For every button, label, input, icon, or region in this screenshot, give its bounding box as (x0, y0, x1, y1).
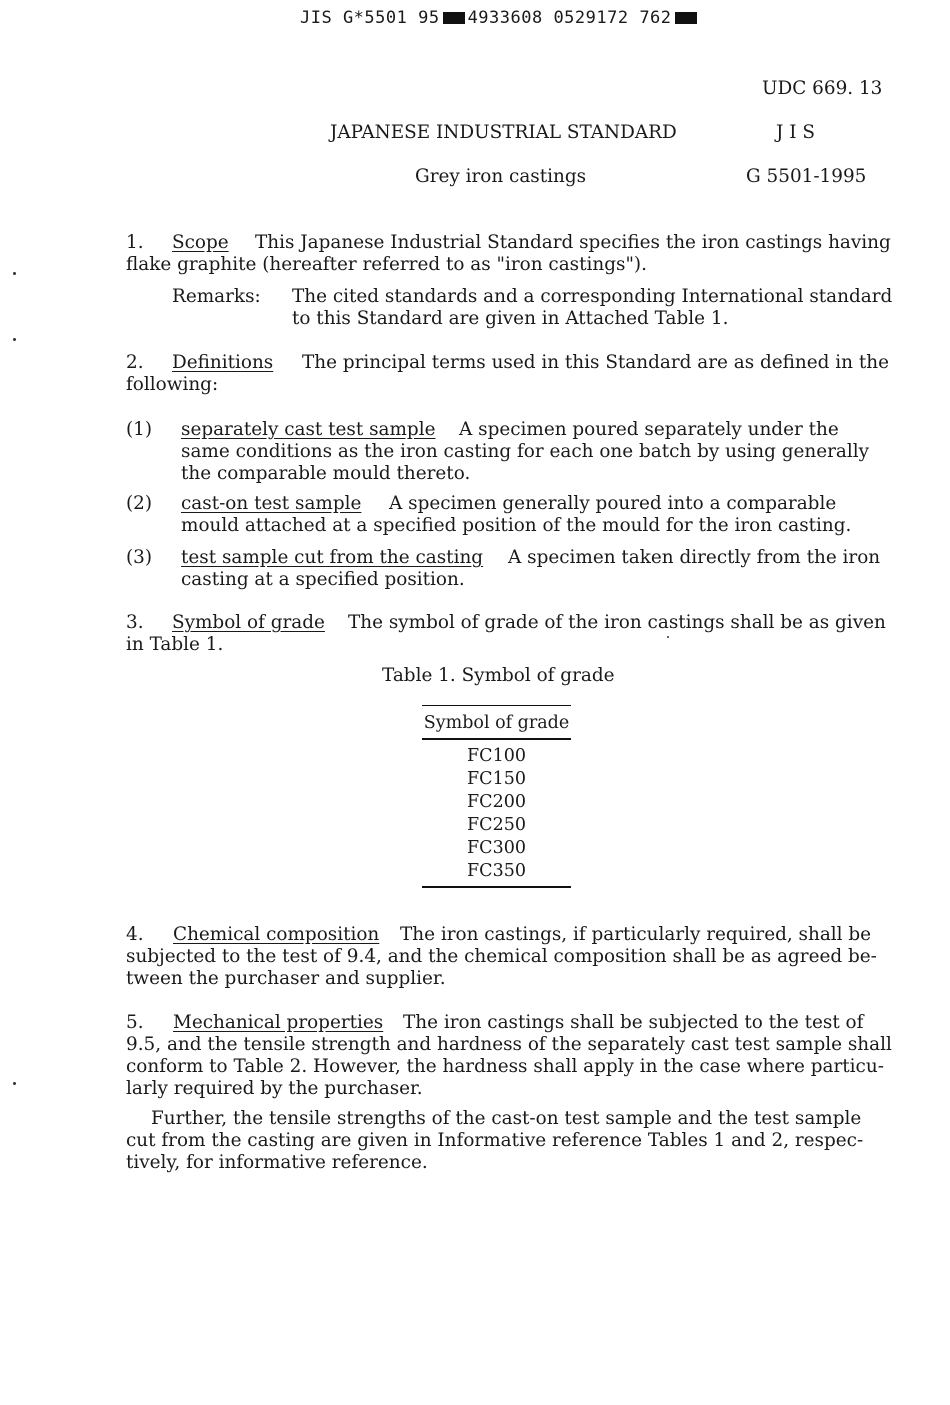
definition-text: the comparable mould thereto. (181, 463, 471, 484)
section-3-number: 3. (126, 612, 144, 633)
section-2-number: 2. (126, 352, 144, 373)
document-number: G 5501-1995 (746, 166, 867, 187)
section-1-text: This Japanese Industrial Standard specifies the iron castings having (255, 232, 891, 253)
document-title: Grey iron castings (415, 166, 587, 187)
section-4-text: tween the purchaser and supplier. (126, 968, 446, 989)
section-4-title: Chemical composition (173, 924, 380, 945)
section-5-text: The iron castings shall be subjected to the test of (403, 1012, 864, 1033)
remarks-text: The cited standards and a corresponding International standard (292, 286, 893, 307)
definition-term: cast-on test sample (181, 493, 362, 514)
definition-text: A specimen poured separately under the (459, 419, 839, 440)
table-header: Symbol of grade (423, 713, 570, 733)
section-5-title: Mechanical properties (173, 1012, 384, 1033)
section-3-text: in Table 1. (126, 634, 224, 655)
document-code-line (300, 8, 700, 28)
definition-term: test sample cut from the casting (181, 547, 484, 568)
section-5-number: 5. (126, 1012, 144, 1033)
table-row: FC250 (467, 815, 526, 835)
definition-text: mould attached at a specified position of the mould for the iron casting. (181, 515, 852, 536)
definition-term: separately cast test sample (181, 419, 436, 440)
table-row: FC150 (467, 769, 526, 789)
section-2-title: Definitions (172, 352, 274, 373)
scan-speck (13, 338, 16, 341)
section-2-text: following: (126, 374, 219, 395)
definition-text: same conditions as the iron casting for each one batch by using generally (181, 441, 870, 462)
table-top-rule (422, 705, 571, 706)
section-3-title: Symbol of grade (172, 612, 325, 633)
section-5-text: conform to Table 2. However, the hardness shall apply in the case where particu- (126, 1056, 884, 1077)
definition-number: (2) (126, 493, 153, 514)
section-4-number: 4. (126, 924, 144, 945)
section-2-text: The principal terms used in this Standard are as defined in the (302, 352, 889, 373)
standard-title: JAPANESE INDUSTRIAL STANDARD (330, 122, 677, 143)
section-1-text: flake graphite (hereafter referred to as "iron castings"). (126, 254, 647, 275)
udc-number: UDC 669. 13 (762, 78, 883, 99)
definition-text: A specimen generally poured into a comparable (389, 493, 837, 514)
table-bottom-rule (422, 886, 571, 888)
section-1-title: Scope (172, 232, 229, 253)
definition-number: (3) (126, 547, 153, 568)
code-prefix: JIS G*5501 95 (300, 8, 440, 28)
definition-text: A specimen taken directly from the iron (508, 547, 881, 568)
section-5-text: 9.5, and the tensile strength and hardness of the separately cast test sample shall (126, 1034, 892, 1055)
table-header-rule (422, 738, 571, 740)
section-4-text: subjected to the test of 9.4, and the chemical composition shall be as agreed be- (126, 946, 877, 967)
table-row: FC200 (467, 792, 526, 812)
section-1-number: 1. (126, 232, 144, 253)
scan-speck (13, 1082, 16, 1085)
redaction-block (675, 12, 697, 24)
table-row: FC350 (467, 861, 526, 881)
jis-label: J I S (776, 122, 815, 143)
table-caption: Table 1. Symbol of grade (382, 665, 615, 686)
remarks-text: to this Standard are given in Attached Table 1. (292, 308, 729, 329)
section-5-paragraph: Further, the tensile strengths of the cast-on test sample and the test sample (151, 1108, 862, 1129)
code-digits: 4933608 0529172 762 (467, 8, 672, 28)
definition-text: casting at a specified position. (181, 569, 465, 590)
redaction-block (443, 12, 465, 24)
section-3-text: The symbol of grade of the iron castings shall be as given (348, 612, 886, 633)
table-row: FC300 (467, 838, 526, 858)
section-5-paragraph: tively, for informative reference. (126, 1152, 428, 1173)
section-5-paragraph: cut from the casting are given in Informative reference Tables 1 and 2, respec- (126, 1130, 864, 1151)
table-row: FC100 (467, 746, 526, 766)
scan-speck (13, 272, 16, 275)
remarks-label: Remarks: (172, 286, 261, 307)
definition-number: (1) (126, 419, 153, 440)
section-4-text: The iron castings, if particularly required, shall be (400, 924, 872, 945)
scan-speck (667, 636, 669, 638)
section-5-text: larly required by the purchaser. (126, 1078, 423, 1099)
